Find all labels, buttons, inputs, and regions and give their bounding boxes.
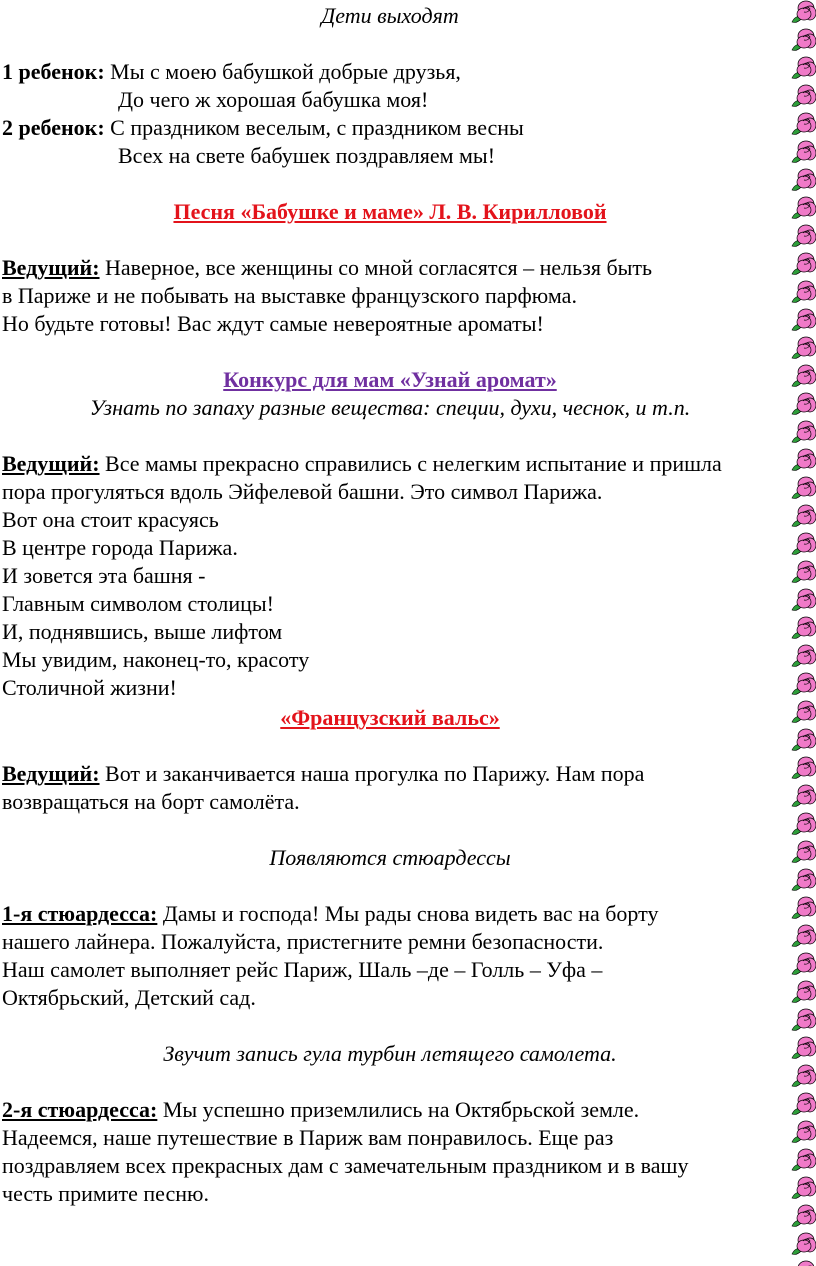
host3-text: Вот и заканчивается наша прогулка по Парижу. Нам пора: [99, 761, 645, 786]
rose-icon: [792, 533, 816, 555]
poem-line: Столичной жизни!: [2, 675, 177, 700]
rose-icon: [792, 841, 816, 863]
host1-line2: в Париже и не побывать на выставке французского парфюма.: [2, 283, 577, 308]
rose-icon: [792, 561, 816, 583]
child1-line2: До чего ж хорошая бабушка моя!: [118, 87, 429, 112]
rose-icon: [792, 1149, 816, 1171]
rose-icon: [792, 897, 816, 919]
rose-icon: [792, 141, 816, 163]
rose-icon: [792, 925, 816, 947]
child2-label: 2 ребенок:: [2, 115, 105, 140]
host2-text: Все мамы прекрасно справились с нелегким испытание и пришла: [99, 451, 722, 476]
rose-icon: [792, 981, 816, 1003]
poem-line: Мы увидим, наконец-то, красоту: [2, 647, 310, 672]
rose-icon: [792, 113, 816, 135]
stage-direction-children-exit: Дети выходят: [321, 3, 459, 28]
host-label: Ведущий:: [2, 761, 100, 786]
rose-icon: [792, 1121, 816, 1143]
child2-line1: [2, 114, 524, 142]
rose-icon: [792, 1233, 816, 1255]
rose-icon: [792, 1065, 816, 1087]
host2-line2: пора прогуляться вдоль Эйфелевой башни. Это символ Парижа.: [2, 479, 603, 504]
stage-direction-stewardesses: Появляются стюардессы: [269, 845, 511, 870]
stewardess2-line3: поздравляем всех прекрасных дам с замечательным праздником и в вашу: [2, 1153, 689, 1178]
poem-line: И, поднявшись, выше лифтом: [2, 619, 283, 644]
child2-text: С праздником веселым, с праздником весны: [104, 115, 524, 140]
poem-line: Главным символом столицы!: [2, 591, 274, 616]
rose-border-svg: [790, 0, 816, 1266]
rose-icon: [792, 477, 816, 499]
song-heading: Песня «Бабушке и маме» Л. В. Кирилловой: [173, 199, 607, 224]
stewardess2-label: 2-я стюардесса:: [2, 1097, 158, 1122]
rose-icon: [792, 449, 816, 471]
rose-icon: [792, 169, 816, 191]
rose-icon: [792, 645, 816, 667]
rose-icon: [792, 813, 816, 835]
rose-icon: [792, 953, 816, 975]
rose-icon: [792, 785, 816, 807]
stewardess1-text: Дамы и господа! Мы рады снова видеть вас на борту: [157, 901, 659, 926]
poem-line: И зовется эта башня -: [2, 563, 206, 588]
rose-icon: [792, 589, 816, 611]
host3-line2: возвращаться на борт самолёта.: [2, 789, 300, 814]
rose-icon: [792, 337, 816, 359]
poem-line: В центре города Парижа.: [2, 535, 238, 560]
stewardess2-line4: честь примите песню.: [2, 1181, 209, 1206]
rose-icon: [792, 869, 816, 891]
host1-line1: [2, 254, 652, 282]
stewardess1-label: 1-я стюардесса:: [2, 901, 158, 926]
rose-icon: [792, 1261, 816, 1266]
rose-icon: [792, 85, 816, 107]
rose-icon: [792, 225, 816, 247]
host3-line1: [2, 760, 644, 788]
rose-icon: [792, 1093, 816, 1115]
rose-icon: [792, 1, 816, 23]
host1-text: Наверное, все женщины со мной согласятся – нельзя быть: [99, 255, 653, 280]
rose-icon: [792, 729, 816, 751]
rose-icon: [792, 253, 816, 275]
stewardess2-line1: [2, 1096, 639, 1124]
stewardess1-line2: нашего лайнера. Пожалуйста, пристегните ремни безопасности.: [2, 929, 604, 954]
rose-icon: [792, 421, 816, 443]
rose-icon: [792, 1037, 816, 1059]
rose-icon: [792, 757, 816, 779]
poem-line: Вот она стоит красуясь: [2, 507, 219, 532]
rose-icon: [792, 309, 816, 331]
rose-icon: [792, 617, 816, 639]
rose-icon: [792, 673, 816, 695]
stewardess1-line4: Октябрьский, Детский сад.: [2, 985, 256, 1010]
host-label: Ведущий:: [2, 255, 100, 280]
rose-icon: [792, 29, 816, 51]
rose-icon: [792, 701, 816, 723]
rose-icon: [792, 393, 816, 415]
rose-border: [790, 0, 816, 1266]
rose-icon: [792, 1205, 816, 1227]
rose-icon: [792, 365, 816, 387]
stewardess2-line2: Надеемся, наше путешествие в Париж вам понравилось. Еще раз: [2, 1125, 614, 1150]
contest-heading: Конкурс для мам «Узнай аромат»: [223, 367, 557, 392]
child1-label: 1 ребенок:: [2, 59, 105, 84]
host2-line1: [2, 450, 722, 478]
child2-line2: Всех на свете бабушек поздравляем мы!: [118, 143, 496, 168]
child1-line1: [2, 58, 461, 86]
stage-direction-turbine: Звучит запись гула турбин летящего самолета.: [163, 1041, 617, 1066]
rose-icon: [792, 1177, 816, 1199]
rose-icon: [792, 197, 816, 219]
host-label: Ведущий:: [2, 451, 100, 476]
contest-description: Узнать по запаху разные вещества: специи, духи, чеснок, и т.п.: [89, 395, 691, 420]
stewardess1-line1: [2, 900, 658, 928]
rose-icon: [792, 1009, 816, 1031]
stewardess2-text: Мы успешно приземлились на Октябрьской земле.: [157, 1097, 640, 1122]
child1-text: Мы с моею бабушкой добрые друзья,: [104, 59, 461, 84]
host1-line3: Но будьте готовы! Вас ждут самые невероятные ароматы!: [2, 311, 544, 336]
rose-icon: [792, 281, 816, 303]
waltz-heading: «Французский вальс»: [280, 705, 500, 730]
rose-icon: [792, 57, 816, 79]
rose-icon: [792, 505, 816, 527]
stewardess1-line3: Наш самолет выполняет рейс Париж, Шаль –де – Голль – Уфа –: [2, 957, 603, 982]
